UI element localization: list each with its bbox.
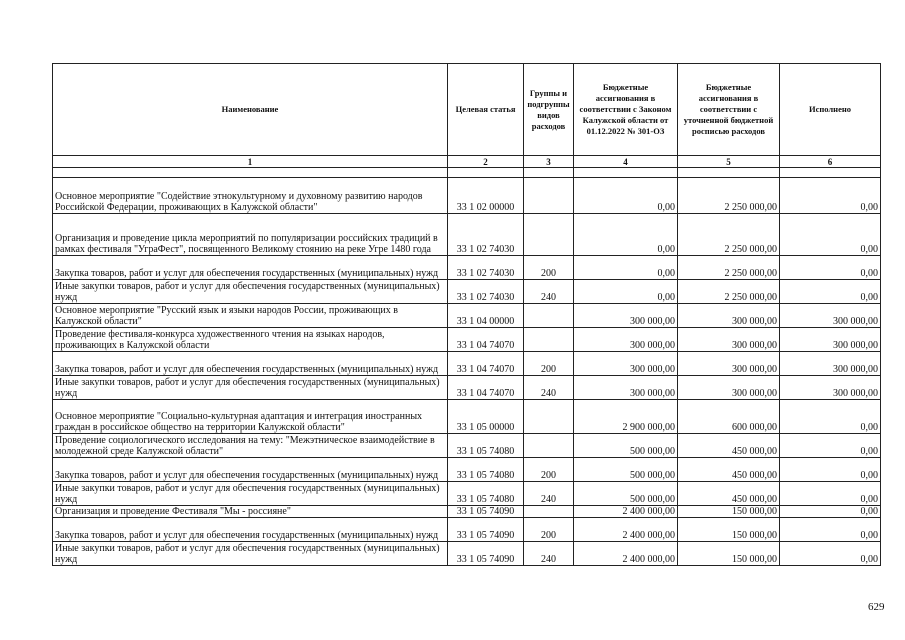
row-executed-amount: 0,00 (780, 400, 881, 434)
row-group-code (524, 506, 574, 518)
table-row (53, 214, 881, 256)
row-name: Проведение социологического исследования на тему: "Межэтническое взаимодействие в молодежной среде Калужской области" (53, 434, 448, 458)
row-refined-amount: 450 000,00 (678, 482, 780, 506)
row-name: Закупка товаров, работ и услуг для обеспечения государственных (муниципальных) нужд (53, 256, 448, 280)
row-group-code (524, 400, 574, 434)
row-name: Основное мероприятие "Русский язык и языки народов России, проживающих в Калужской области" (53, 304, 448, 328)
row-target-code: 33 1 05 74080 (448, 482, 524, 506)
row-target-code: 33 1 04 74070 (448, 376, 524, 400)
table-body (53, 168, 881, 566)
header-groups: Группы и подгруппы видов расходов (524, 64, 574, 156)
row-group-code: 240 (524, 376, 574, 400)
table-row (53, 542, 881, 566)
row-name: Закупка товаров, работ и услуг для обеспечения государственных (муниципальных) нужд (53, 458, 448, 482)
table-row (53, 376, 881, 400)
column-number: 1 (53, 156, 448, 168)
row-executed-amount: 0,00 (780, 542, 881, 566)
column-number-row (53, 156, 881, 168)
column-number: 6 (780, 156, 881, 168)
row-name: Основное мероприятие "Социально-культурная адаптация и интеграция иностранных граждан в российское общество на территории Калужской области" (53, 400, 448, 434)
row-name: Основное мероприятие "Содействие этнокультурному и духовному развитию народов Российской Федерации, проживающих в Калужской области" (53, 178, 448, 214)
row-executed-amount: 0,00 (780, 280, 881, 304)
row-law-amount: 300 000,00 (574, 376, 678, 400)
row-law-amount: 300 000,00 (574, 328, 678, 352)
row-law-amount: 500 000,00 (574, 434, 678, 458)
row-refined-amount: 150 000,00 (678, 542, 780, 566)
budget-table (52, 63, 881, 566)
row-target-code: 33 1 05 74090 (448, 518, 524, 542)
row-target-code: 33 1 05 00000 (448, 400, 524, 434)
row-target-code: 33 1 02 74030 (448, 280, 524, 304)
row-executed-amount: 300 000,00 (780, 376, 881, 400)
row-refined-amount: 300 000,00 (678, 304, 780, 328)
table-row (53, 482, 881, 506)
row-target-code: 33 1 02 00000 (448, 178, 524, 214)
table-row (53, 506, 881, 518)
table-row (53, 458, 881, 482)
row-executed-amount: 300 000,00 (780, 328, 881, 352)
row-refined-amount: 300 000,00 (678, 376, 780, 400)
header-refined: Бюджетные ассигнования в соответствии с уточненной бюджетной росписью расходов (678, 64, 780, 156)
row-law-amount: 2 400 000,00 (574, 518, 678, 542)
row-executed-amount: 0,00 (780, 506, 881, 518)
row-group-code: 200 (524, 518, 574, 542)
row-target-code: 33 1 05 74090 (448, 506, 524, 518)
row-name: Иные закупки товаров, работ и услуг для обеспечения государственных (муниципальных) нужд (53, 280, 448, 304)
row-refined-amount: 150 000,00 (678, 518, 780, 542)
row-group-code: 200 (524, 256, 574, 280)
row-law-amount: 0,00 (574, 280, 678, 304)
column-number: 5 (678, 156, 780, 168)
row-target-code: 33 1 02 74030 (448, 256, 524, 280)
row-name: Организация и проведение цикла мероприятий по популяризации российских традиций в рамках фестиваля "УграФест", посвященного Великому стоянию на реке Угре 1480 года (53, 214, 448, 256)
row-executed-amount: 300 000,00 (780, 304, 881, 328)
table-row (53, 304, 881, 328)
column-number: 2 (448, 156, 524, 168)
row-law-amount: 0,00 (574, 214, 678, 256)
row-refined-amount: 450 000,00 (678, 458, 780, 482)
row-executed-amount: 0,00 (780, 458, 881, 482)
row-refined-amount: 450 000,00 (678, 434, 780, 458)
row-name: Закупка товаров, работ и услуг для обеспечения государственных (муниципальных) нужд (53, 352, 448, 376)
row-group-code (524, 434, 574, 458)
row-target-code: 33 1 05 74080 (448, 434, 524, 458)
row-group-code: 200 (524, 352, 574, 376)
row-name: Организация и проведение Фестиваля "Мы - россияне" (53, 506, 448, 518)
row-group-code (524, 328, 574, 352)
table-row (53, 352, 881, 376)
row-target-code: 33 1 02 74030 (448, 214, 524, 256)
row-executed-amount: 0,00 (780, 256, 881, 280)
row-target-code: 33 1 04 74070 (448, 328, 524, 352)
row-group-code (524, 304, 574, 328)
row-law-amount: 2 400 000,00 (574, 542, 678, 566)
header-name: Наименование (53, 64, 448, 156)
row-group-code: 200 (524, 458, 574, 482)
row-name: Иные закупки товаров, работ и услуг для обеспечения государственных (муниципальных) нужд (53, 542, 448, 566)
table-row (53, 280, 881, 304)
row-law-amount: 0,00 (574, 178, 678, 214)
row-law-amount: 2 400 000,00 (574, 506, 678, 518)
row-refined-amount: 300 000,00 (678, 328, 780, 352)
row-name: Иные закупки товаров, работ и услуг для обеспечения государственных (муниципальных) нужд (53, 482, 448, 506)
column-number: 3 (524, 156, 574, 168)
row-group-code: 240 (524, 280, 574, 304)
row-target-code: 33 1 04 00000 (448, 304, 524, 328)
row-executed-amount: 0,00 (780, 214, 881, 256)
row-refined-amount: 300 000,00 (678, 352, 780, 376)
row-target-code: 33 1 05 74080 (448, 458, 524, 482)
row-executed-amount: 0,00 (780, 434, 881, 458)
table-row (53, 328, 881, 352)
row-group-code (524, 214, 574, 256)
header-row (53, 64, 881, 156)
row-law-amount: 300 000,00 (574, 352, 678, 376)
column-number: 4 (574, 156, 678, 168)
row-law-amount: 300 000,00 (574, 304, 678, 328)
row-executed-amount: 0,00 (780, 482, 881, 506)
row-executed-amount: 0,00 (780, 178, 881, 214)
table-row (53, 434, 881, 458)
header-target: Целевая статья (448, 64, 524, 156)
row-executed-amount: 300 000,00 (780, 352, 881, 376)
row-law-amount: 2 900 000,00 (574, 400, 678, 434)
row-refined-amount: 2 250 000,00 (678, 256, 780, 280)
table-row (53, 400, 881, 434)
row-law-amount: 500 000,00 (574, 482, 678, 506)
spacer-row (53, 168, 881, 178)
header-law: Бюджетные ассигнования в соответствии с Законом Калужской области от 01.12.2022 № 301-ОЗ (574, 64, 678, 156)
row-refined-amount: 2 250 000,00 (678, 280, 780, 304)
row-group-code: 240 (524, 482, 574, 506)
row-target-code: 33 1 05 74090 (448, 542, 524, 566)
row-law-amount: 0,00 (574, 256, 678, 280)
row-refined-amount: 2 250 000,00 (678, 178, 780, 214)
page-number: 629 (868, 601, 885, 613)
header-executed: Исполнено (780, 64, 881, 156)
table-row (53, 518, 881, 542)
row-group-code: 240 (524, 542, 574, 566)
row-target-code: 33 1 04 74070 (448, 352, 524, 376)
row-name: Закупка товаров, работ и услуг для обеспечения государственных (муниципальных) нужд (53, 518, 448, 542)
row-group-code (524, 178, 574, 214)
row-name: Проведение фестиваля-конкурса художественного чтения на языках народов, проживающих в Калужской области (53, 328, 448, 352)
row-executed-amount: 0,00 (780, 518, 881, 542)
table-row (53, 256, 881, 280)
row-refined-amount: 600 000,00 (678, 400, 780, 434)
table-row (53, 178, 881, 214)
row-refined-amount: 150 000,00 (678, 506, 780, 518)
row-refined-amount: 2 250 000,00 (678, 214, 780, 256)
row-name: Иные закупки товаров, работ и услуг для обеспечения государственных (муниципальных) нужд (53, 376, 448, 400)
row-law-amount: 500 000,00 (574, 458, 678, 482)
